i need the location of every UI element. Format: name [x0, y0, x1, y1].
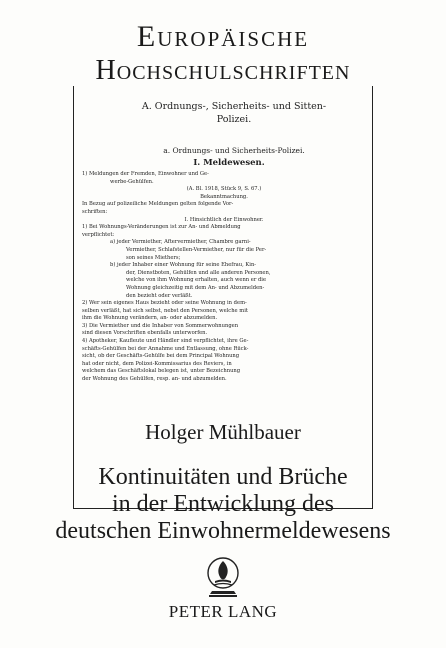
document-line: a) jeder Vermiether, Aftervermiether, Chambre garni- — [110, 239, 251, 246]
document-heading-line1: A. Ordnungs-, Sicherheits- und Sitten- — [141, 101, 327, 112]
document-line: ihm die Wohnung verändern, an- oder abzumelden. — [82, 315, 218, 322]
document-line: In Bezug auf polizeiliche Meldungen gelten folgende Vor- — [82, 201, 234, 208]
document-heading-line2: Polizei. — [216, 114, 252, 125]
document-line: selben verläßt, hat sich selbst, nebst den Personen, welche mit — [82, 307, 248, 314]
document-line: (A. Bl. 1918, Stück 9, S. 67.) — [186, 186, 262, 193]
document-line: Wohnung gleichzeitig mit dem An- und Abzumelden- — [126, 284, 265, 291]
book-title-line2: in der Entwicklung des — [112, 491, 334, 517]
document-line: welchem das Geschäftslokal belegen ist, unter Bezeichnung — [82, 368, 241, 375]
document-line: schriften: — [82, 208, 108, 215]
historical-document-excerpt — [82, 100, 366, 440]
document-line: den bezieht oder verläßt. — [126, 292, 193, 299]
document-line: 1) Bei Wohnungs-Veränderungen ist zur An- und Abmeldung — [82, 224, 241, 231]
document-line: sicht, ob der Geschäfts-Gehülfe bei dem Principal Wohnung — [82, 353, 240, 360]
book-title — [0, 464, 446, 545]
document-line: 1) Meldungen der Fremden, Einwohner und Ge- — [82, 171, 209, 177]
document-line: verpflichtet: — [82, 231, 115, 238]
document-line: 4) Apotheker, Kaufleute und Händler sind verpflichtet, ihre Ge- — [82, 338, 249, 345]
author-name: Holger Mühlbauer — [145, 420, 301, 444]
document-line: der, Dienstboten, Gehülfen und alle anderen Personen, — [126, 269, 271, 276]
publisher-logo-icon — [206, 556, 240, 598]
document-line: welche von ihm Wohnung erhalten, auch wenn er die — [126, 277, 267, 284]
document-line: sind diesen Vorschriften ebenfalls unterworfen. — [82, 330, 208, 337]
book-title-line1: Kontinuitäten und Brüche — [98, 464, 348, 490]
document-line: b) jeder Inhaber einer Wohnung für seine Ehefrau, Kin- — [110, 262, 257, 269]
document-line: werbe-Gehülfen. — [110, 178, 154, 185]
series-title-line1: Europäische — [136, 20, 310, 53]
document-line: der Wohnung des Gehülfen, resp. an- und abzumelden. — [82, 376, 227, 383]
document-subheading: a. Ordnungs- und Sicherheits-Polizei. — [163, 146, 305, 155]
document-line: Bekanntmachung. — [200, 193, 248, 200]
document-line: Vermiether, Schlafstellen-Vermiether, nur für die Per- — [126, 246, 267, 253]
document-line: 2) Wer sein eigenes Haus bezieht oder seine Wohnung in dem- — [82, 300, 247, 307]
document-line: 3) Die Vermiether und die Inhaber von Sommerwohnungen — [82, 322, 239, 329]
document-line: I. Hinsichtlich der Einwohner. — [184, 216, 264, 223]
document-line: hat oder nicht, dem Polizei-Kommissarius des Reviers, in — [82, 360, 232, 367]
document-line: schäfts-Gehülfen bei der Annahme und Entlassung, ohne Rück- — [82, 345, 249, 352]
book-title-line3: deutschen Einwohnermeldewesens — [55, 518, 391, 544]
publisher-name: PETER LANG — [168, 602, 278, 621]
document-section-title: I. Meldewesen. — [193, 158, 265, 168]
document-line: son seines Miethers; — [126, 254, 181, 261]
series-title-line2: Hochschulschriften — [0, 56, 446, 86]
